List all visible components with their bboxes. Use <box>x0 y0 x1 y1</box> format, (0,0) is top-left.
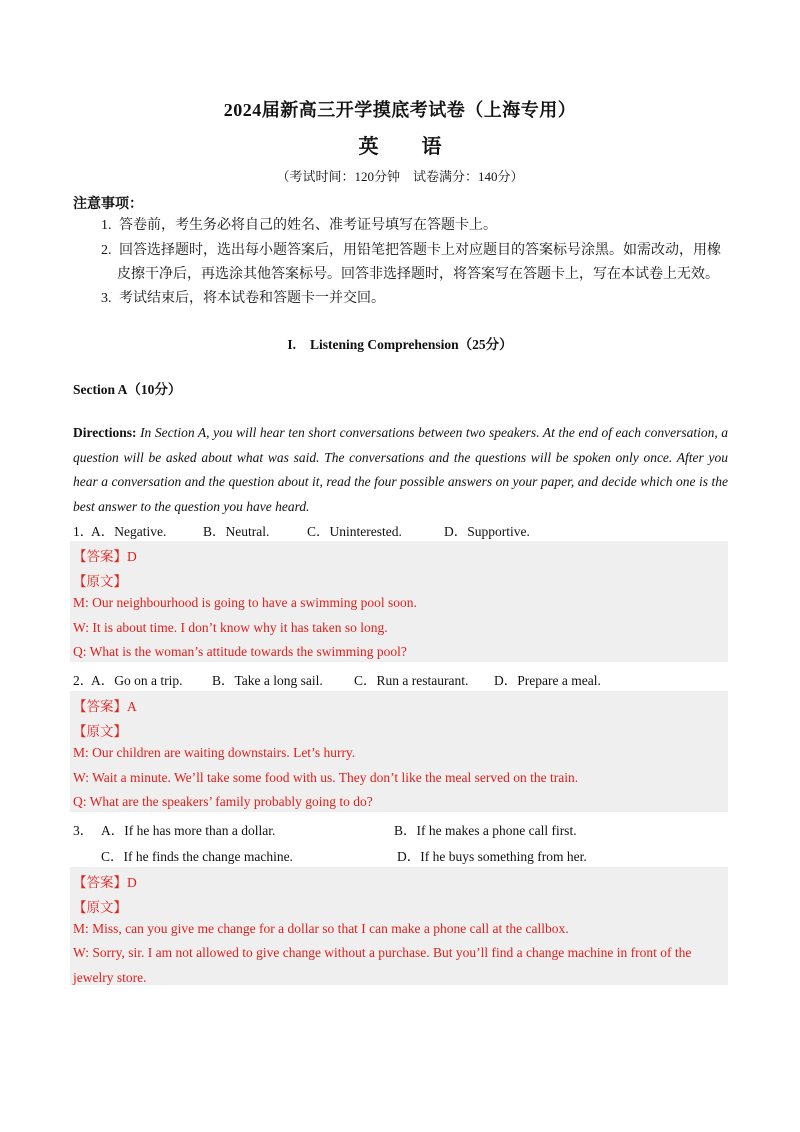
option-a: A．If he has more than a dollar. <box>101 823 276 838</box>
transcript-question: Q: What is the woman’s attitude towards the swimming pool? <box>73 644 407 659</box>
option-d: D．Prepare a meal. <box>494 673 601 688</box>
notice-heading: 注意事项： <box>73 197 143 212</box>
transcript-line: W: It is about time. I don’t know why it has taken so long. <box>73 620 388 635</box>
option-d: D．If he buys something from her. <box>397 849 587 864</box>
answer-key: 【答案】D <box>73 549 137 564</box>
notice-item-text: 答卷前，考生务必将自己的姓名、准考证号填写在答题卡上。 <box>119 218 497 233</box>
notice-item-2-continued: 皮擦干净后，再选涂其他答案标号。回答非选择题时，将答案写在答题卡上，写在本试卷上无效。 <box>117 267 719 282</box>
question-number: 3． <box>73 823 94 838</box>
question-number: 1． <box>73 524 94 539</box>
option-b: B．If he makes a phone call first. <box>394 823 577 838</box>
option-b: B．Take a long sail. <box>212 673 323 688</box>
notice-item-number: 2. <box>101 243 112 258</box>
answer-key: 【答案】D <box>73 875 137 890</box>
directions-label: Directions: <box>73 425 137 440</box>
directions-text: In Section A, you will hear ten short conversations between two speakers. At the end of each conversation, a question will be asked about what was said. The conversations and the questions will be spoken only once. After you hear a conversation and the question about it, read the four possible answers on your paper, and decide which one is the best answer to the question you have heard. <box>73 425 729 514</box>
answer-block-3 <box>70 867 728 985</box>
option-d: D．Supportive. <box>444 524 530 539</box>
notice-item-2 <box>101 239 741 263</box>
transcript-line: M: Our neighbourhood is going to have a swimming pool soon. <box>73 595 417 610</box>
exam-time-score: （考试时间：120分钟 试卷满分：140分） <box>276 169 524 184</box>
option-b: B．Neutral. <box>203 524 270 539</box>
transcript-label: 【原文】 <box>73 724 127 739</box>
option-c: C．Uninterested. <box>307 524 402 539</box>
transcript-line: M: Our children are waiting downstairs. Let’s hurry. <box>73 745 356 760</box>
part-roman-numeral: I. <box>287 337 296 352</box>
notice-item-3 <box>101 287 741 311</box>
transcript-label: 【原文】 <box>73 900 127 915</box>
transcript-question: Q: What are the speakers’ family probably going to do? <box>73 794 373 809</box>
transcript-line: W: Sorry, sir. I am not allowed to give change without a purchase. But you’ll find a change machine in front of the jewelry store. <box>73 945 692 985</box>
option-a: A．Negative. <box>91 524 167 539</box>
answer-key: 【答案】A <box>73 699 137 714</box>
part-title: Listening Comprehension（25分） <box>309 337 513 352</box>
notice-item-number: 3. <box>101 291 112 306</box>
part-heading <box>0 333 800 353</box>
transcript-line: W: Wait a minute. We’ll take some food with us. They don’t like the meal served on the train. <box>73 770 579 785</box>
directions-paragraph <box>73 421 728 519</box>
answer-block-2 <box>70 691 728 812</box>
section-title: Section A（10分） <box>73 382 182 397</box>
option-c: C．Run a restaurant. <box>354 673 469 688</box>
transcript-line: M: Miss, can you give me change for a dollar so that I can make a phone call at the callbox. <box>73 921 569 936</box>
question-number: 2． <box>73 673 94 688</box>
notice-item-1 <box>101 214 741 238</box>
option-c: C．If he finds the change machine. <box>101 849 293 864</box>
notice-item-text: 回答选择题时，选出每小题答案后，用铅笔把答题卡上对应题目的答案标号涂黑。如需改动，用橡 <box>119 243 721 258</box>
notice-item-text: 考试结束后，将本试卷和答题卡一并交回。 <box>119 291 385 306</box>
subject-heading: 英 语 <box>358 136 442 158</box>
option-a: A．Go on a trip. <box>91 673 183 688</box>
notice-item-number: 1. <box>101 218 112 233</box>
exam-title: 2024届新高三开学摸底考试卷（上海专用） <box>223 100 577 120</box>
answer-block-1 <box>70 541 728 662</box>
question-3 <box>73 819 93 839</box>
transcript-label: 【原文】 <box>73 574 127 589</box>
